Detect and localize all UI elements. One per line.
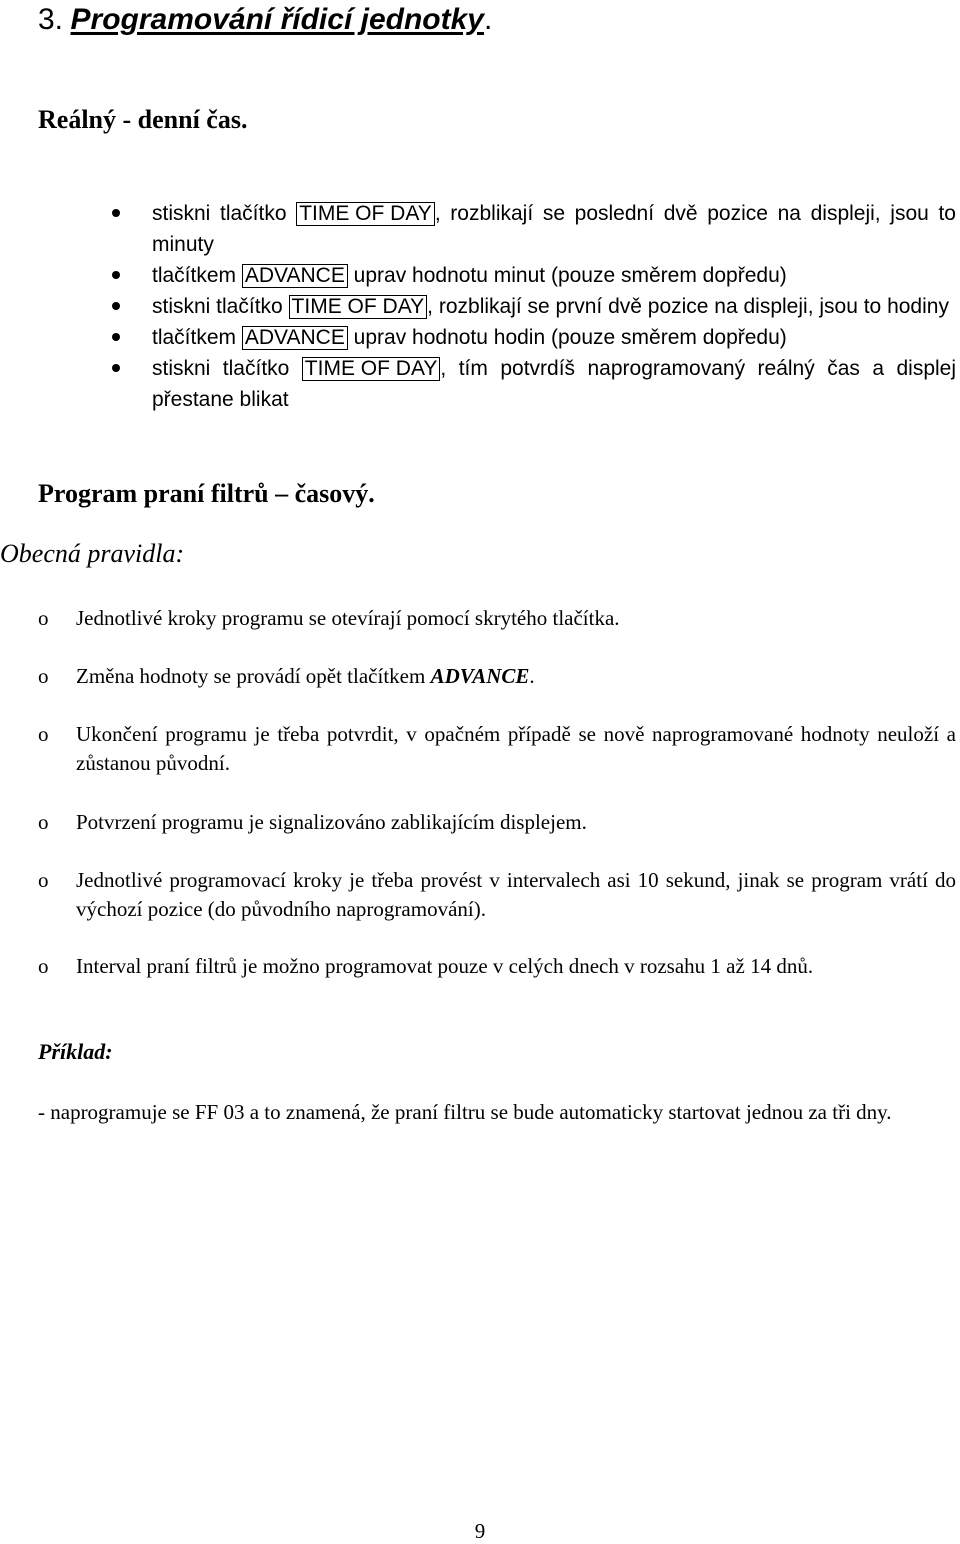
circle-bullet-icon: o xyxy=(38,606,49,630)
button-label-time-of-day: TIME OF DAY xyxy=(296,202,435,226)
section-heading-filter-wash: Program praní filtrů – časový. xyxy=(38,479,375,508)
button-label-time-of-day: TIME OF DAY xyxy=(302,357,441,381)
list-item: tlačítkem ADVANCE uprav hodnotu hodin (pouze směrem dopředu) xyxy=(152,322,956,353)
chapter-number: 3. xyxy=(38,3,64,36)
document-page: 3. Programování řídicí jednotky. Reálný - denní čas. stiskni tlačítko TIME OF DAY , rozblikají se poslední dvě pozice na displeji, jsou to minuty tlačítkem ADVANCE uprav hodnotu minut (pouze směrem dopředu) stiskni tlačítko TIME OF DAY , rozblikají se první dvě pozice na displeji, jsou to hodiny tlačítkem ADVANCE uprav hodnotu hodin (pouze směrem dopředu) stiskni tlačítko TIME OF DAY , tím potvrdíš naprogramovaný reálný čas a displej přestane blikat Program praní filtrů – časový. Obecná pravidla: o Jednotlivé kroky programu se otevírají pomocí skrytého tlačítka. o Změna hodnoty se provádí opět tlačítkem ADVANCE. o Ukončení programu je třeba potvrdit, v opačném případě se nově naprogramované hodnoty neuloží a zůstanou původní. o Potvrzení programu je signalizováno zablikajícím displejem. o Jednotlivé programovací kroky je třeba provést v intervalech asi 10 sekund, jinak se program vrátí do výchozí pozice (do původního naprogramování). o Interval praní filtrů je možno programovat pouze v celých dnech v rozsahu 1 až 14 dnů. Příklad: - naprogramuje se FF 03 a to znamená, že praní filtru se bude automaticky startovat jednou za tři dny. 9 xyxy=(0,0,960,1543)
button-label-time-of-day: TIME OF DAY xyxy=(289,295,428,319)
list-item: stiskni tlačítko TIME OF DAY , rozblikají se poslední dvě pozice na displeji, jsou to minuty xyxy=(152,198,956,260)
advance-keyword: ADVANCE xyxy=(430,664,530,688)
circle-bullet-icon: o xyxy=(38,664,49,688)
bullet-icon xyxy=(112,364,120,372)
example-text: - naprogramuje se FF 03 a to znamená, že praní filtru se bude automaticky startovat jednou za tři dny. xyxy=(38,1100,892,1124)
section-heading-real-time: Reálný - denní čas. xyxy=(38,105,248,134)
circle-bullet-icon: o xyxy=(38,722,49,746)
page-number: 9 xyxy=(474,1519,486,1543)
general-rules-heading: Obecná pravidla: xyxy=(0,539,185,568)
circle-bullet-icon: o xyxy=(38,954,49,978)
chapter-title-period: . xyxy=(483,3,493,36)
list-item: tlačítkem ADVANCE uprav hodnotu minut (pouze směrem dopředu) xyxy=(152,260,956,291)
button-label-advance: ADVANCE xyxy=(242,264,348,288)
list-item: stiskni tlačítko TIME OF DAY , rozblikají se první dvě pozice na displeji, jsou to hodiny xyxy=(152,291,956,322)
real-time-steps-list xyxy=(0,198,960,415)
bullet-icon xyxy=(112,209,120,217)
circle-bullet-icon: o xyxy=(38,868,49,892)
chapter-title xyxy=(38,2,492,38)
bullet-icon xyxy=(112,271,120,279)
example-heading: Příklad: xyxy=(38,1039,113,1064)
button-label-advance: ADVANCE xyxy=(242,326,348,350)
list-item: stiskni tlačítko TIME OF DAY , tím potvrdíš naprogramovaný reálný čas a displej přestane blikat xyxy=(152,353,956,415)
circle-bullet-icon: o xyxy=(38,810,49,834)
chapter-title-text: Programování řídicí jednotky xyxy=(70,3,484,36)
bullet-icon xyxy=(112,302,120,310)
bullet-icon xyxy=(112,333,120,341)
